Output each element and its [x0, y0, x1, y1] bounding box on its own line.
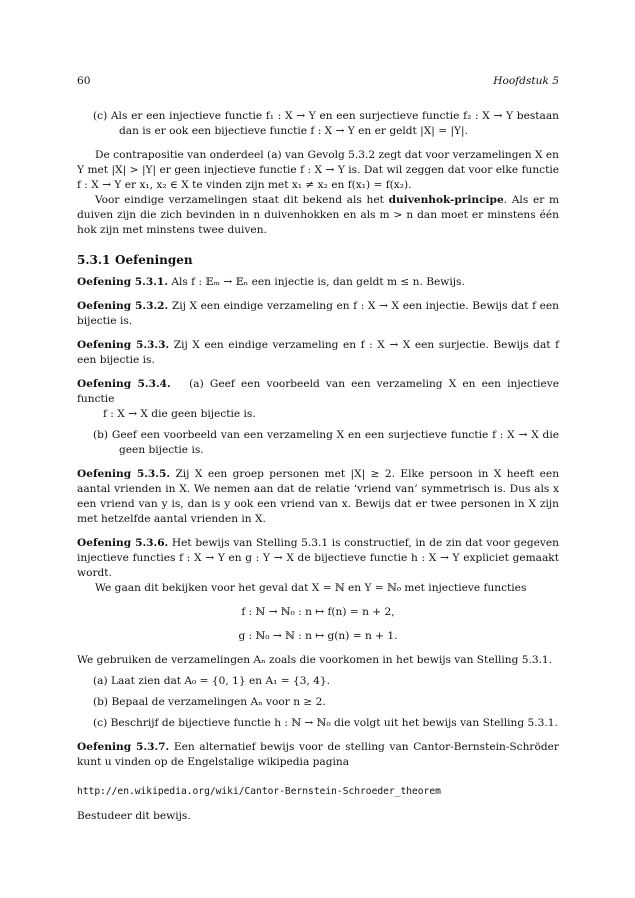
exercise-part-c: (c) Beschrijf de bijectieve functie h : ℕ → ℕ₀ die volgt uit het bewijs van Stelling 5.3.1. — [93, 717, 558, 729]
term-duivenhok: duivenhok-principe — [388, 194, 504, 206]
section-title: Oefeningen — [115, 253, 193, 267]
list-item-c — [77, 109, 559, 139]
exercise-5-3-1: Oefening 5.3.1. Als f : 𝔼ₘ → 𝔼ₙ een injectie is, dan geldt m ≤ n. Bewijs. — [77, 276, 465, 288]
formula-g: g : ℕ₀ → ℕ : n ↦ g(n) = n + 1. — [238, 630, 398, 642]
exercise-part-b: (b) Bepaal de verzamelingen Aₙ voor n ≥ 2. — [93, 696, 326, 708]
page-content — [77, 109, 559, 824]
exercise-5-3-7: Oefening 5.3.7. Een alternatief bewijs voor de stelling van Cantor-Bernstein-Schröder kunt u vinden op de Engelstalige wikipedia pagina http://en.wikipedia.org/wiki/Cantor-Bernstein-Schroeder_theorem Bestudeer dit bewijs. — [77, 741, 559, 822]
page-number: 60 — [77, 75, 91, 87]
item-label: (c) — [93, 110, 108, 122]
formula-f: f : ℕ → ℕ₀ : n ↦ f(n) = n + 2, — [241, 606, 395, 618]
exercise-5-3-4: Oefening 5.3.4. (a) Geef een voorbeeld van een verzameling X en een injectieve functie f : X → X die geen bijectie is. (b) Geef een voorbeeld van een verzameling X en een surjectieve functie f : X → X die geen bijectie is. — [77, 378, 559, 456]
chapter-title: Hoofdstuk 5 — [493, 75, 559, 87]
exercise-5-3-6: Oefening 5.3.6. Het bewijs van Stelling 5.3.1 is constructief, in de zin dat voor gegeven injectieve functies f : X → Y en g : Y → X de bijectieve functie h : X → Y expliciet gemaakt wordt. We gaan dit bekijken voor het geval dat X = ℕ en Y = ℕ₀ met injectieve functies f : ℕ → ℕ₀ : n ↦ f(n) = n + 2, g : ℕ₀ → ℕ : n ↦ g(n) = n + 1. We gebruiken de verzamelingen Aₙ zoals die voorkomen in het bewijs van Stelling 5.3.1. (a) Laat zien dat A₀ = {0, 1} en A₁ = {3, 4}. (b) Bepaal de verzamelingen Aₙ voor n ≥ 2. (c) Beschrijf de bijectieve functie h : ℕ → ℕ₀ die volgt uit het bewijs van Stelling 5.3.1. — [77, 537, 559, 729]
exercise-5-3-2: Oefening 5.3.2. Zij X een eindige verzameling en f : X → X een injectie. Bewijs dat f een bijectie is. — [77, 300, 559, 327]
section-number: 5.3.1 — [77, 253, 111, 267]
item-text: Als er een injectieve functie f₁ : X → Y en een surjectieve functie f₂ : X → Y bestaan dan is er ook een bijectieve functie f : X → Y en er geldt |X| = |Y|. — [110, 110, 559, 137]
wikipedia-url: http://en.wikipedia.org/wiki/Cantor-Bernstein-Schroeder_theorem — [77, 786, 441, 797]
exercise-part-a: (a) Laat zien dat A₀ = {0, 1} en A₁ = {3, 4}. — [93, 675, 331, 687]
page-header — [77, 74, 559, 90]
section-heading — [77, 253, 559, 268]
exercise-part-b: (b) Geef een voorbeeld van een verzameling X en een surjectieve functie f : X → X die geen bijectie is. — [93, 429, 559, 456]
exercise-5-3-5: Oefening 5.3.5. Zij X een groep personen met |X| ≥ 2. Elke persoon in X heeft een aantal vrienden in X. We nemen aan dat de relatie ‘vriend van’ symmetrisch is. Dus als x een vriend van y is, dan is y ook een vriend van x. Bewijs dat er twee personen in X zijn met hetzelfde aantal vrienden in X. — [77, 468, 560, 525]
exercise-5-3-3: Oefening 5.3.3. Zij X een eindige verzameling en f : X → X een surjectie. Bewijs dat f een bijectie is. — [77, 339, 559, 366]
paragraph-duivenhok: Voor eindige verzamelingen staat dit bekend als het duivenhok-principe. Als er m duiven zijn die zich bevinden in n duivenhokken en als m > n dan moet er minstens één hok zijn met minstens twee duiven. — [77, 194, 560, 236]
paragraph-contrapositie: De contrapositie van onderdeel (a) van Gevolg 5.3.2 zegt dat voor verzamelingen X en Y met |X| > |Y| er geen injectieve functie f : X → Y is. Dat wil zeggen dat voor elke functie f : X → Y er x₁, x₂ ∈ X te vinden zijn met x₁ ≠ x₂ en f(x₁) = f(x₂). — [77, 149, 559, 191]
